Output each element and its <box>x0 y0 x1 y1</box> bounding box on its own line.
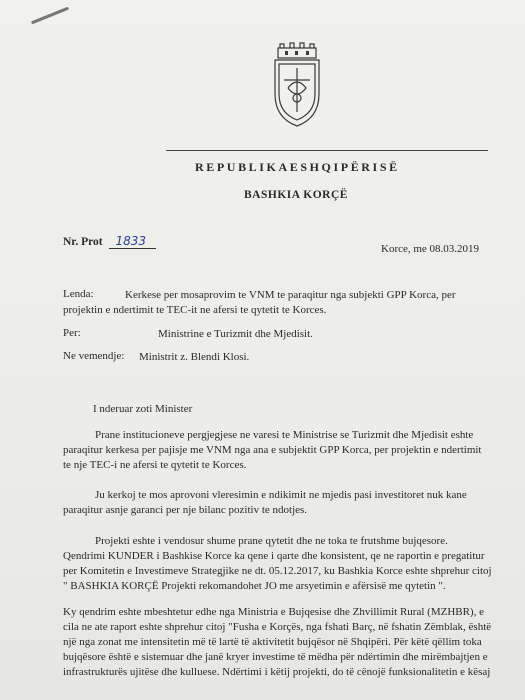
paragraph-1-line: Prane institucioneve pergjegjese ne varesi te Ministrise se Turizmit dhe Mjedisit eshte <box>95 429 474 441</box>
paragraph-3-line: " BASHKIA KORÇË Projekti rekomandohet JO me arsyetimin e afërsisë me qytetin ". <box>63 580 446 592</box>
paragraph-3-line: Projekti eshte i vendosur shume prane qytetit dhe ne toka te frutshme bujqesore. <box>95 535 448 547</box>
letter-date: Korce, me 08.03.2019 <box>381 243 480 255</box>
paragraph-3-line: Qendrimi KUNDER i Bashkise Korce ka qene i qarte dhe konsistent, qe ne raportin e pregatitur <box>63 550 485 562</box>
header-rule <box>166 150 488 151</box>
paragraph-4-line: cila ne ate raport eshte shprehur citoj "Fusha e Korçës, nga fshati Barç, në fshatin Zëmblak, është <box>63 621 492 633</box>
attention-value: Ministrit z. Blendi Klosi. <box>139 351 250 363</box>
greeting: I nderuar zoti Minister <box>93 403 193 415</box>
paragraph-3-line: per Komitetin e Investimeve Strategjike ne dt. 05.12.2017, ku Bashkia Korce eshte shprehur citoj <box>63 565 492 577</box>
recipient-label: Per: <box>63 327 81 339</box>
paragraph-1-line: te nje TEC-i ne afersi te qytetit te Korces. <box>63 459 247 471</box>
paragraph-2-line: Ju kerkoj te mos aprovoni vleresimin e ndikimit ne mjedis pasi investitoret nuk kane <box>95 489 467 501</box>
paragraph-1-line: paraqitur kerkesa per pajisje me VNM nga ana e subjektit GPP Korca, per projektin e ndertimit <box>63 444 482 456</box>
pen-mark <box>31 7 69 25</box>
municipality-heading: BASHKIA KORÇË <box>244 189 348 201</box>
paragraph-4-line: Ky qendrim eshte mbeshtetur edhe nga Ministria e Bujqesise dhe Zhvillimit Rural (MZHBR), e <box>63 606 484 618</box>
paragraph-2-line: paraqitur asnje garanci per nje bilanc pozitiv te ndotjes. <box>63 504 308 516</box>
protocol-label: Nr. Prot <box>63 236 103 248</box>
paragraph-4-line: një nga zonat me intensitetin më të lartë të aktivitetit bujqësor në Shqipëri. Për këtë qëllim toka <box>63 636 482 648</box>
paragraph-4-line: infrastrukturës ujitëse dhe kulluese. Ndërtimi i këtij projekti, do të cënojë funksionalitetin e kësaj <box>63 666 491 678</box>
subject-line-2: projektin e ndertimit te TEC-it ne afersi te qytetit te Korces. <box>63 304 327 316</box>
republic-heading: REPUBLIKAESHQIPËRISË <box>195 160 400 174</box>
subject-line-1: Kerkese per mosaprovim te VNM te paraqitur nga subjekti GPP Korca, per <box>125 289 456 301</box>
paragraph-4-line: bujqësore është e sistemuar dhe janë kryer investime të mëdha për ndërtimin dhe mirëmbajtjen e <box>63 651 488 663</box>
protocol-line <box>63 234 156 248</box>
recipient-value: Ministrine e Turizmit dhe Mjedisit. <box>158 328 313 340</box>
attention-label: Ne vemendje: <box>63 350 125 362</box>
coat-of-arms-emblem <box>268 40 326 130</box>
subject-label: Lenda: <box>63 288 94 300</box>
protocol-number: 1833 <box>109 234 156 249</box>
